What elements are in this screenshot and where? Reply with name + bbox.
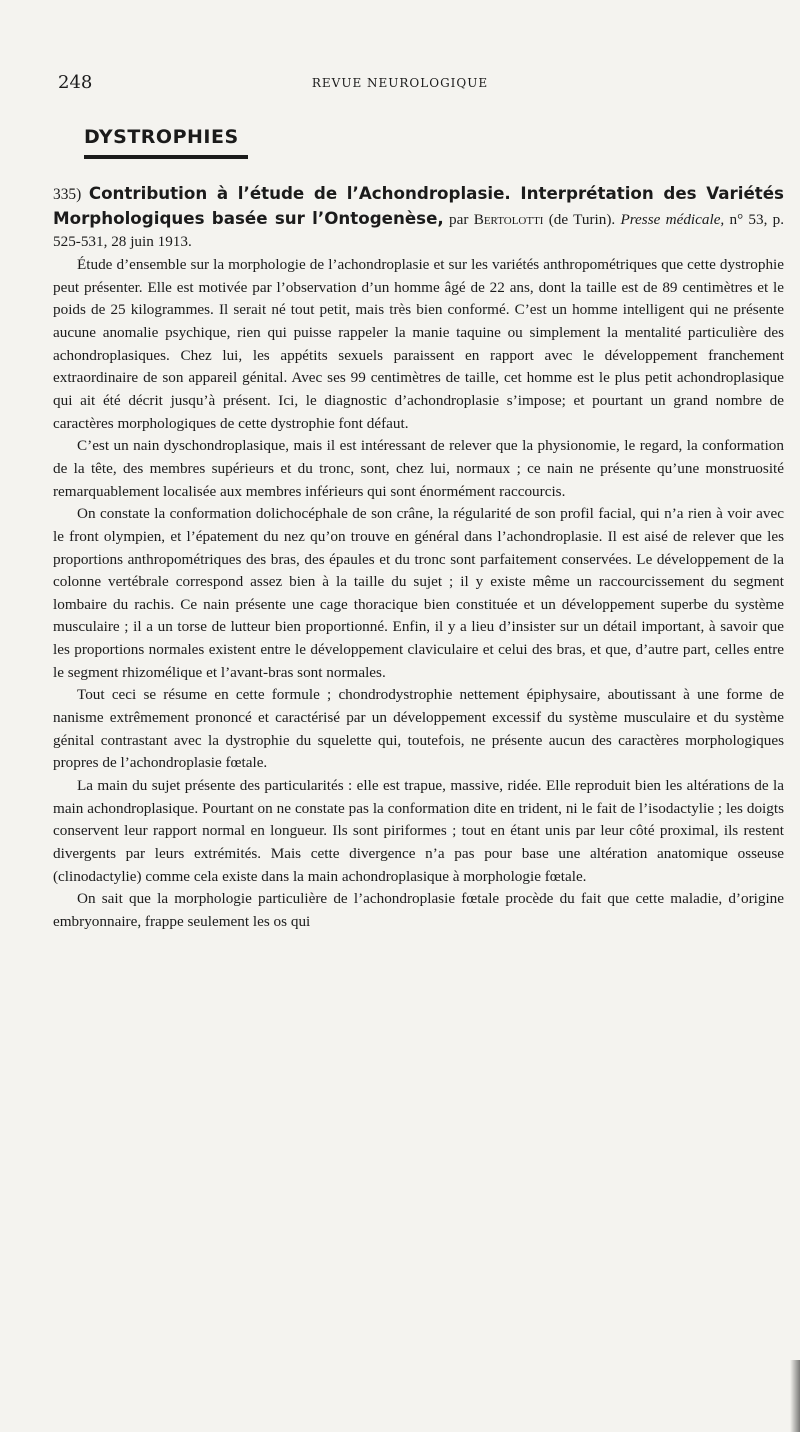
source-journal: Presse médicale, — [620, 210, 725, 228]
paragraph: Étude d’ensemble sur la morphologie de l’achondroplasie et sur les variétés anthropométriques que cette dystrophie peut présenter. Elle est motivée par l’observation d’un homme âgé de 22 ans, dont la taille est de 89 centimètres et le poids de 25 kilogrammes. Il serait né tout petit, mais très bien conformé. C’est un homme intelligent qui ne présente aucune anomalie psychique, rien qui puisse rappeler la manie taquine ou simplement la mentalité particulière des achondroplasiques. Chez lui, les appétits sexuels paraissent en rapport avec le développement franchement extraordinaire de son appareil génital. Avec ses 99 centimètres de taille, cet homme est le plus petit achondroplasique qui ait été décrit jusqu’à présent. Ici, le diagnostic d’achondroplasie s’impose; et pourtant un grand nombre de caractères morphologiques de cette dystrophie font défaut. — [53, 255, 784, 432]
section-rule — [84, 155, 248, 159]
running-head: REVUE NEUROLOGIQUE — [311, 76, 489, 90]
section-title: DYSTROPHIES — [84, 126, 239, 148]
scan-edge-shadow — [790, 1360, 800, 1432]
article-number: 335) — [53, 186, 82, 203]
author-prefix: par — [449, 210, 469, 228]
author-place: (de Turin). — [548, 210, 616, 228]
paragraph: Tout ceci se résume en cette formule ; chondrodystrophie nettement épiphysaire, aboutissant à une forme de nanisme extrêmement prononcé et caractérisé par un développement excessif du système musculaire et du système génital contrastant avec la dystrophie du squelette qui, toutefois, ne présente aucun des caractères morphologiques propres de l’achondroplasie fœtale. — [53, 686, 784, 772]
article-body — [53, 182, 784, 934]
paragraph: On sait que la morphologie particulière de l’achondroplasie fœtale procède du fait que cette maladie, d’origine embryonnaire, frappe seulement les os qui — [53, 890, 784, 930]
paragraph: La main du sujet présente des particularités : elle est trapue, massive, ridée. Elle reproduit bien les altérations de la main achondroplasique. Pourtant on ne constate pas la conformation dite en trident, ni le fait de l’isodactylie ; les doigts conservent leur rapport normal en longueur. Ils sont piriformes ; tout en étant unis par leur côté proximal, ils restent divergents par leurs extrémités. Mais cette divergence n’a pas pour base une altération anatomique osseuse (clinodactylie) comme cela existe dans la main achondroplasique à morphologie fœtale. — [53, 777, 784, 885]
article-heading — [53, 182, 784, 254]
citation: n° 53, p. 525-531, 28 juin 1913. — [53, 210, 785, 251]
author-name: Bertolotti — [473, 210, 544, 228]
paragraph: C’est un nain dyschondroplasique, mais il est intéressant de relever que la physionomie, le regard, la conformation de la tête, des membres supérieurs et du tronc, sont, chez lui, normaux ; ce nain ne présente qu’une monstruosité remarquablement localisée aux membres inférieurs qui sont énormément raccourcis. — [53, 437, 784, 500]
page-number: 248 — [58, 72, 93, 93]
paragraph: On constate la conformation dolichocéphale de son crâne, la régularité de son profil facial, qui n’a rien à voir avec le front olympien, et l’épatement du nez qu’on trouve en général dans l’achondroplasie. Il est aisé de relever que les proportions anthropométriques des bras, des épaules et du tronc sont parfaitement conservées. Le développement de la colonne vertébrale correspond assez bien à la taille du sujet ; il y existe même un raccourcissement du segment lombaire du rachis. Ce nain présente une cage thoracique bien constituée et un développement superbe du système musculaire ; il a un torse de lutteur bien proportionné. Enfin, il y a lieu d’insister sur un détail important, à savoir que les proportions normales existent entre le développement claviculaire et celui des bras, et que, d’autre part, celles entre le segment rhizomélique et l’avant-bras sont normales. — [53, 505, 784, 681]
article-title: Contribution à l’étude de l’Achondroplasie. Interprétation des Variétés Morphologiques basée sur l’Ontogenèse, — [53, 183, 784, 228]
